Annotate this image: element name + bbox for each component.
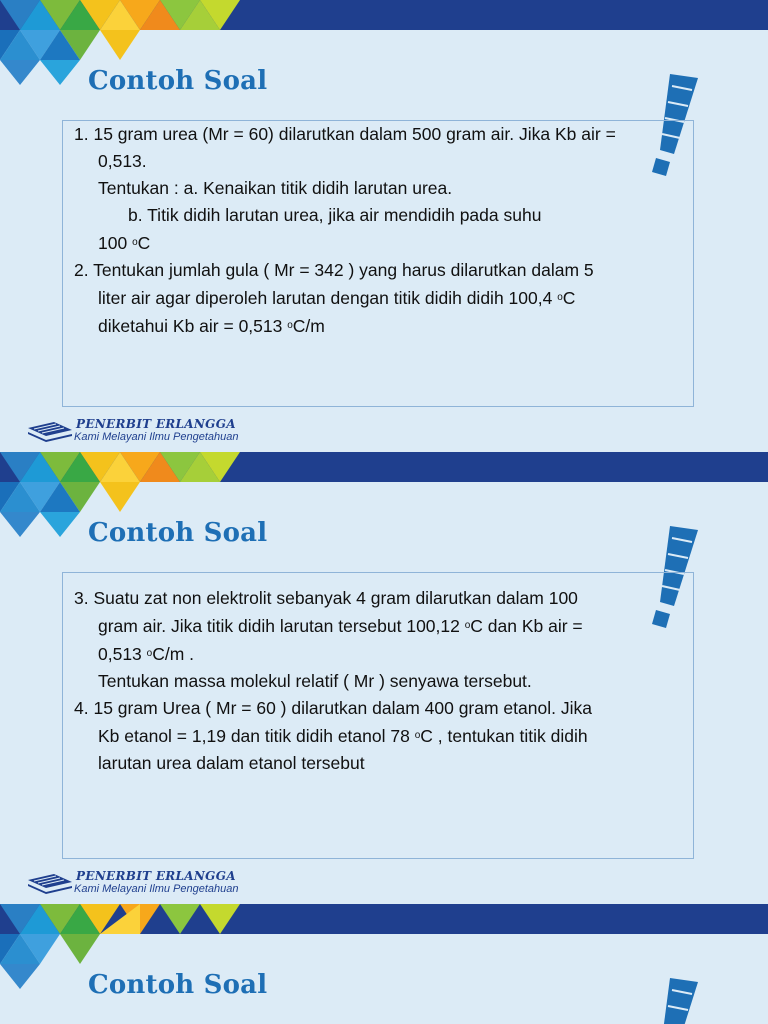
publisher-name: PENERBIT ERLANGGA <box>76 417 236 431</box>
question-line: b. Titik didih larutan urea, jika air mendidih pada suhu <box>128 205 542 225</box>
publisher-tagline: Kami Melayani Ilmu Pengetahuan <box>74 883 239 895</box>
publisher-footer <box>28 414 288 444</box>
question-line: liter air agar diperoleh larutan dengan titik didih didih 100,4 $^o$C <box>98 288 576 308</box>
question-line: 100 $^o$C <box>98 233 151 253</box>
slide-title: Contoh Soal <box>88 66 268 96</box>
slide-2 <box>0 452 768 904</box>
question-line: 1. 15 gram urea (Mr = 60) dilarutkan dalam 500 gram air. Jika Kb air = <box>74 124 616 144</box>
book-logo-icon <box>28 872 72 894</box>
question-text <box>74 121 704 340</box>
question-line: 0,513. <box>98 151 147 171</box>
question-line: gram air. Jika titik didih larutan tersebut 100,12 $^o$C dan Kb air = <box>98 616 583 636</box>
question-line: diketahui Kb air = 0,513 $^o$C/m <box>98 316 325 336</box>
exclamation-icon <box>640 976 710 1024</box>
question-line: larutan urea dalam etanol tersebut <box>98 753 365 773</box>
question-line: 0,513 $^o$C/m . <box>98 644 195 664</box>
publisher-tagline: Kami Melayani Ilmu Pengetahuan <box>74 431 239 443</box>
publisher-footer <box>28 866 288 896</box>
slide-title: Contoh Soal <box>88 970 268 1000</box>
question-line: 3. Suatu zat non elektrolit sebanyak 4 gram dilarutkan dalam 100 <box>74 588 578 608</box>
question-text <box>74 585 704 777</box>
slide-3 <box>0 904 768 1024</box>
question-line: Tentukan massa molekul relatif ( Mr ) senyawa tersebut. <box>98 671 532 691</box>
question-line: Kb etanol = 1,19 dan titik didih etanol 78 $^o$C , tentukan titik didih <box>98 726 588 746</box>
publisher-name: PENERBIT ERLANGGA <box>76 869 236 883</box>
slide-1 <box>0 0 768 452</box>
slide-title: Contoh Soal <box>88 518 268 548</box>
question-line: 4. 15 gram Urea ( Mr = 60 ) dilarutkan dalam 400 gram etanol. Jika <box>74 698 592 718</box>
book-logo-icon <box>28 420 72 442</box>
question-line: 2. Tentukan jumlah gula ( Mr = 342 ) yang harus dilarutkan dalam 5 <box>74 260 594 280</box>
question-line: Tentukan : a. Kenaikan titik didih larutan urea. <box>98 178 453 198</box>
